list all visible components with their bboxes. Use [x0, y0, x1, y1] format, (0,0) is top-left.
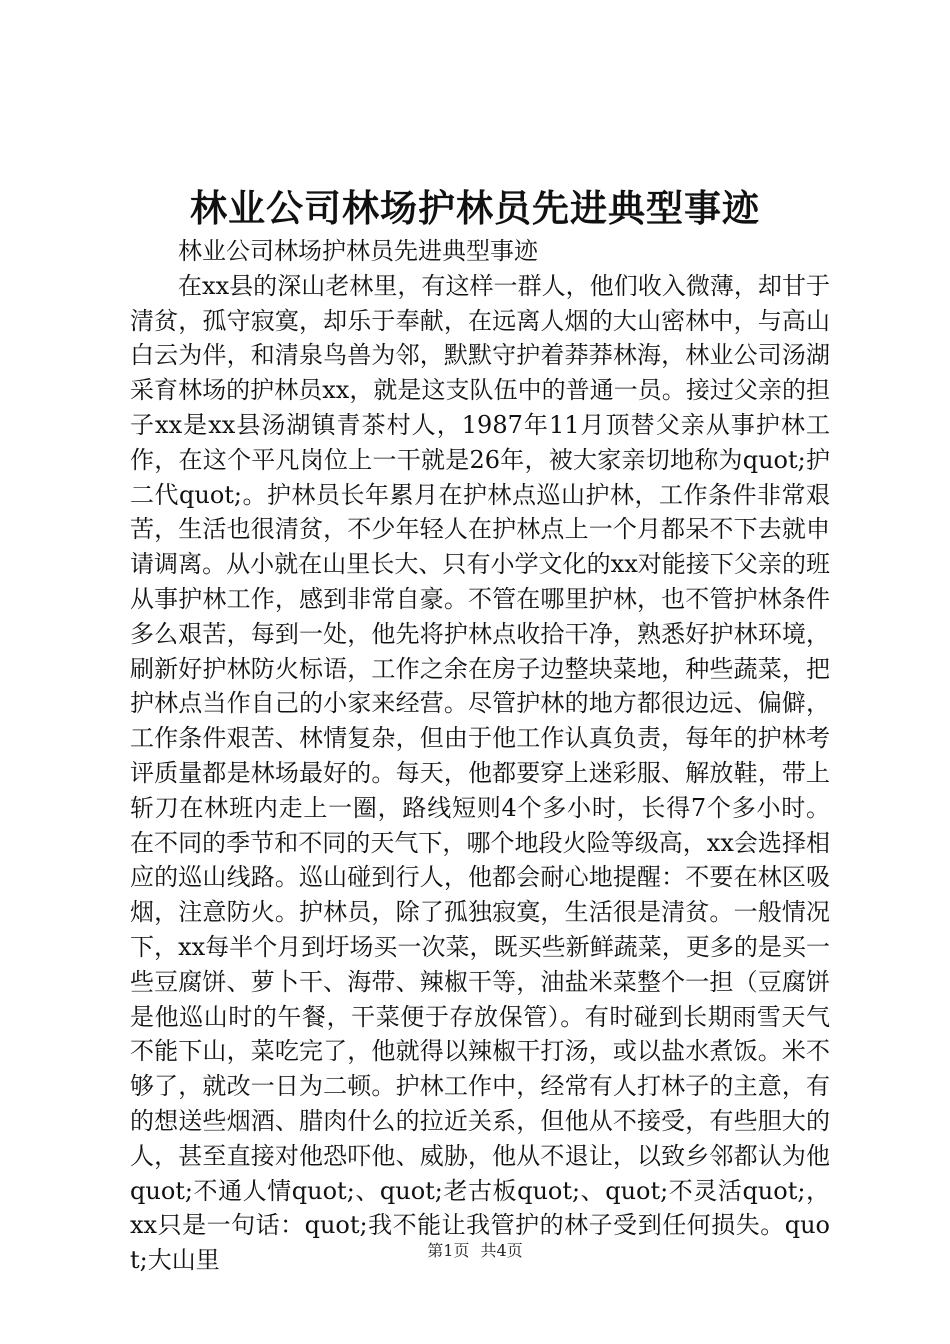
document-body	[130, 234, 830, 1278]
body-paragraph: 在xx县的深山老林里，有这样一群人，他们收入微薄，却甘于清贫，孤守寂寞，却乐于奉献，在远离人烟的大山密林中，与高山白云为伴，和清泉鸟兽为邻，默默守护着莽莽林海，林业公司汤湖采育林场的护林员xx，就是这支队伍中的普通一员。接过父亲的担子xx是xx县汤湖镇青茶村人，1987年11月顶替父亲从事护林工作，在这个平凡岗位上一干就是26年，被大家亲切地称为quot;护二代quot;。护林员长年累月在护林点巡山护林，工作条件非常艰苦，生活也很清贫，不少年轻人在护林点上一个月都呆不下去就申请调离。从小就在山里长大、只有小学文化的xx对能接下父亲的班从事护林工作，感到非常自豪。不管在哪里护林，也不管护林条件多么艰苦，每到一处，他先将护林点收拾干净，熟悉好护林环境，刷新好护林防火标语，工作之余在房子边整块菜地，种些蔬菜，把护林点当作自己的小家来经营。尽管护林的地方都很边远、偏僻，工作条件艰苦、林情复杂，但由于他工作认真负责，每年的护林考评质量都是林场最好的。每天，他都要穿上迷彩服、解放鞋，带上斩刀在林班内走上一圈，路线短则4个多小时，长得7个多小时。在不同的季节和不同的天气下，哪个地段火险等级高，xx会选择相应的巡山线路。巡山碰到行人，他都会耐心地提醒：不要在林区吸烟，注意防火。护林员，除了孤独寂寞，生活很是清贫。一般情况下，xx每半个月到圩场买一次菜，既买些新鲜蔬菜，更多的是买一些豆腐饼、萝卜干、海带、辣椒干等，油盐米菜整个一担（豆腐饼是他巡山时的午餐，干菜便于存放保管）。有时碰到长期雨雪天气不能下山，菜吃完了，他就得以辣椒干打汤，或以盐水煮饭。米不够了，就改一日为二顿。护林工作中，经常有人打林子的主意，有的想送些烟酒、腊肉什么的拉近关系，但他从不接受，有些胆大的人，甚至直接对他恐吓他、威胁，他从不退让，以致乡邻都认为他quot;不通人情quot;、quot;老古板quot;、quot;不灵活quot;，xx只是一句话：quot;我不能让我管护的林子受到任何损失。quot;大山里	[130, 271, 830, 1275]
document-title: 林业公司林场护林员先进典型事迹	[190, 186, 760, 230]
page-footer	[0, 1238, 950, 1261]
page-number: 第1页	[427, 1241, 470, 1260]
document-subtitle: 林业公司林场护林员先进典型事迹	[178, 237, 538, 265]
page-total: 共4页	[480, 1241, 523, 1260]
